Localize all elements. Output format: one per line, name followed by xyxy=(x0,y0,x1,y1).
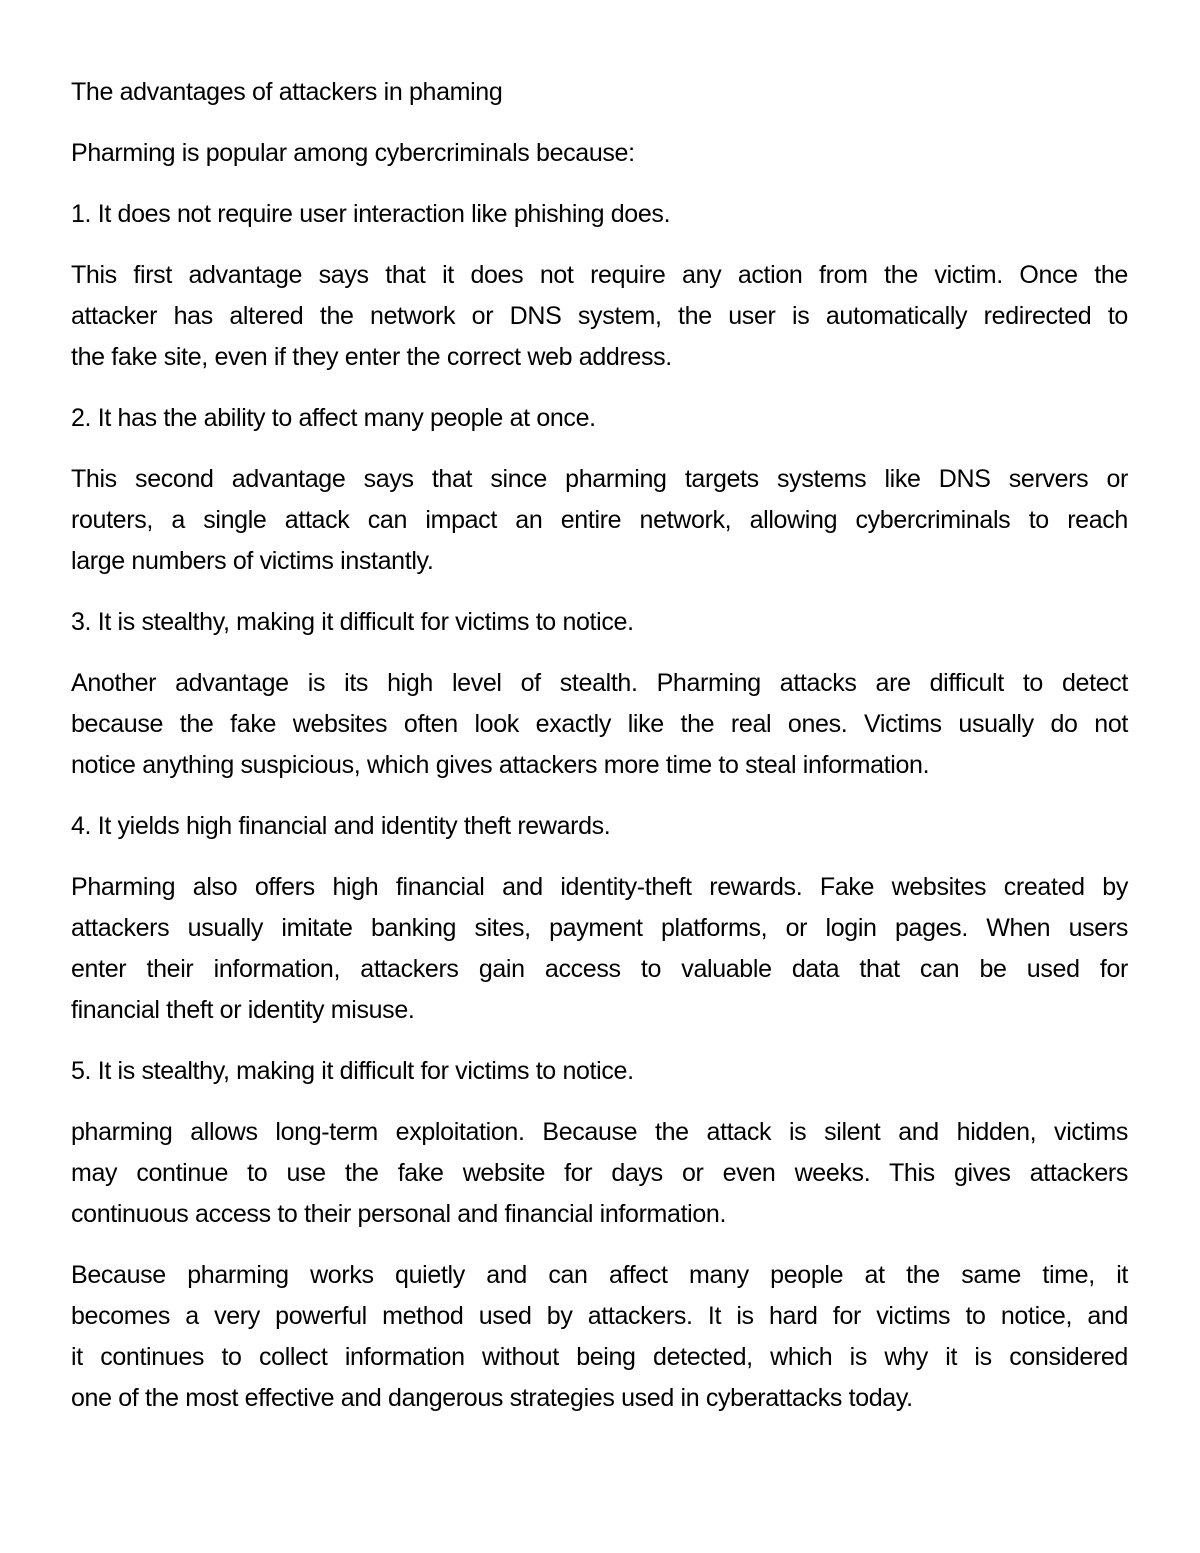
body-line: Another advantage is its high level of stealth. Pharming attacks are difficult to detect xyxy=(71,669,1128,697)
body-line: continuous access to their personal and financial information. xyxy=(71,1200,727,1228)
body-line: Because pharming works quietly and can affect many people at the same time, it xyxy=(71,1261,1128,1289)
document-title: The advantages of attackers in phaming xyxy=(71,78,503,106)
body-line: routers, a single attack can impact an entire network, allowing cybercriminals to reach xyxy=(71,506,1128,534)
section-heading-2: 2. It has the ability to affect many people at once. xyxy=(71,404,596,432)
section-heading-5: 5. It is stealthy, making it difficult for victims to notice. xyxy=(71,1057,634,1085)
body-line: This first advantage says that it does not require any action from the victim. Once the xyxy=(71,261,1128,289)
body-line: This second advantage says that since pharming targets systems like DNS servers or xyxy=(71,465,1128,493)
body-line: pharming allows long-term exploitation. Because the attack is silent and hidden, victims xyxy=(71,1118,1128,1146)
body-line: because the fake websites often look exactly like the real ones. Victims usually do not xyxy=(71,710,1128,738)
section-body-1 xyxy=(71,255,1128,378)
body-line: enter their information, attackers gain access to valuable data that can be used for xyxy=(71,955,1128,983)
body-line: the fake site, even if they enter the correct web address. xyxy=(71,343,672,371)
body-line: attackers usually imitate banking sites, payment platforms, or login pages. When users xyxy=(71,914,1128,942)
body-line: it continues to collect information without being detected, which is why it is considered xyxy=(71,1343,1128,1371)
body-line: notice anything suspicious, which gives attackers more time to steal information. xyxy=(71,751,930,779)
section-body-2 xyxy=(71,459,1128,582)
section-body-3 xyxy=(71,663,1128,786)
section-heading-1: 1. It does not require user interaction like phishing does. xyxy=(71,200,671,228)
body-line: becomes a very powerful method used by attackers. It is hard for victims to notice, and xyxy=(71,1302,1128,1330)
section-body-5 xyxy=(71,1112,1128,1235)
section-heading-3: 3. It is stealthy, making it difficult for victims to notice. xyxy=(71,608,634,636)
body-line: attacker has altered the network or DNS system, the user is automatically redirected to xyxy=(71,302,1128,330)
body-line: financial theft or identity misuse. xyxy=(71,996,415,1024)
intro-line: Pharming is popular among cybercriminals because: xyxy=(71,139,635,167)
body-line: may continue to use the fake website for days or even weeks. This gives attackers xyxy=(71,1159,1128,1187)
conclusion-paragraph xyxy=(71,1255,1128,1419)
body-line: Pharming also offers high financial and identity-theft rewards. Fake websites created by xyxy=(71,873,1128,901)
section-body-4 xyxy=(71,867,1128,1031)
body-line: one of the most effective and dangerous strategies used in cyberattacks today. xyxy=(71,1384,913,1412)
section-heading-4: 4. It yields high financial and identity theft rewards. xyxy=(71,812,611,840)
body-line: large numbers of victims instantly. xyxy=(71,547,434,575)
